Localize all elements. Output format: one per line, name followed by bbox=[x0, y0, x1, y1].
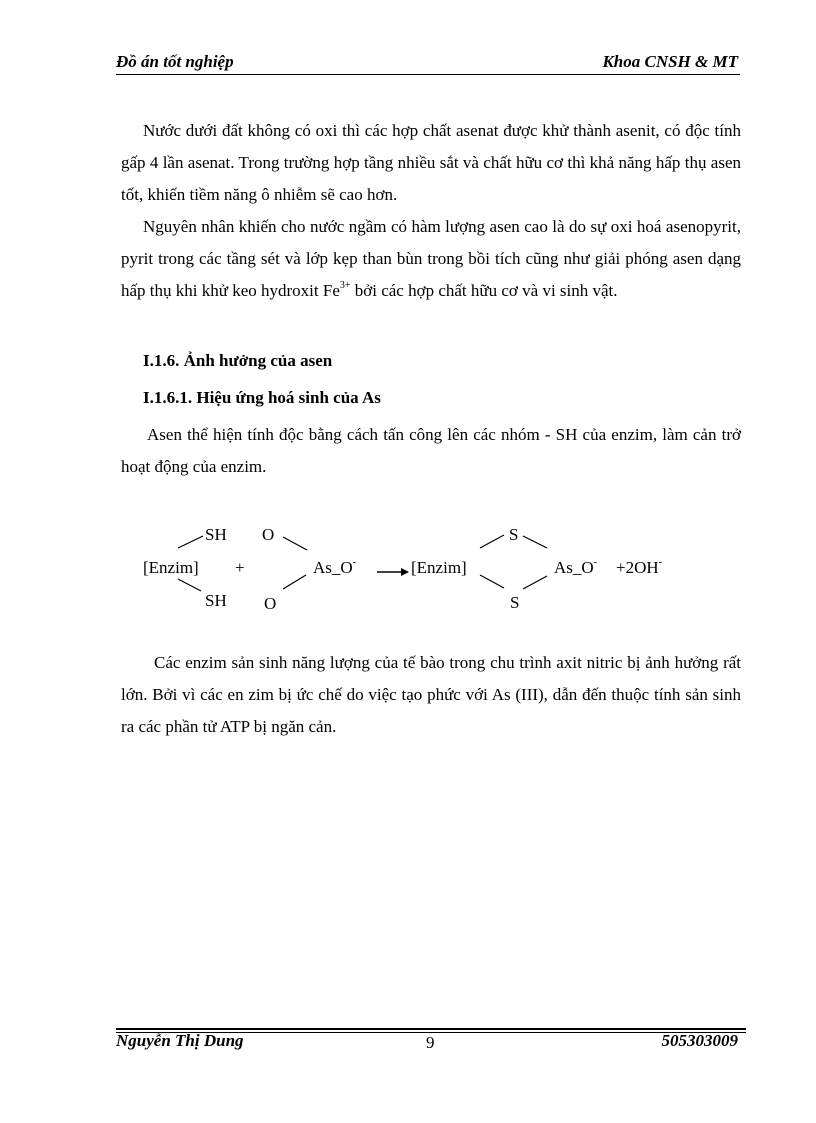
s-bottom-label: S bbox=[510, 593, 520, 612]
plus-sign: + bbox=[235, 558, 245, 577]
paragraph-asen-toxicity: Asen thể hiện tính độc bằng cách tấn công lên các nhóm - SH của enzim, làm cản trở hoạt động của enzim. bbox=[121, 425, 741, 476]
bond-line bbox=[178, 536, 203, 548]
s-top-label: S bbox=[509, 525, 519, 544]
superscript: - bbox=[593, 557, 598, 569]
superscript: - bbox=[352, 557, 357, 569]
subsection-heading: I.1.6.1. Hiệu ứng hoá sinh của As bbox=[143, 388, 381, 407]
paragraph-text: bởi các hợp chất hữu cơ và vi sinh vật. bbox=[350, 281, 618, 300]
aso-right-label bbox=[554, 558, 597, 578]
hydroxide-label bbox=[616, 558, 662, 578]
bond-line bbox=[283, 537, 307, 550]
bond-line bbox=[178, 579, 201, 591]
sh-top-label: SH bbox=[205, 525, 227, 544]
oh-text: +2OH bbox=[616, 558, 659, 577]
paragraph-energy-enzymes: Các enzim sản sinh năng lượng của tế bào trong chu trình axit nitric bị ảnh hưởng rất lớn. Bởi vì các en zim bị ức chế do việc tạo phức với As (III), dẫn đến thuộc tính sản sinh ra các phần tử ATP bị ngăn cản. bbox=[121, 653, 741, 736]
bond-line bbox=[480, 535, 504, 548]
footer-rule bbox=[116, 1028, 746, 1030]
enzim-left-label: [Enzim] bbox=[143, 558, 199, 577]
page-header bbox=[116, 52, 738, 74]
superscript: - bbox=[658, 557, 662, 569]
o-bottom-label: O bbox=[264, 594, 277, 613]
section-heading: I.1.6. Ảnh hưởng của asen bbox=[143, 351, 333, 370]
reaction-arrow bbox=[377, 568, 409, 576]
superscript: 3+ bbox=[339, 280, 351, 292]
bond-line bbox=[523, 576, 547, 589]
header-faculty: Khoa CNSH & MT bbox=[602, 52, 738, 71]
paragraph-arsenic-cause bbox=[121, 211, 741, 307]
footer-student-id: 505303009 bbox=[661, 1031, 738, 1050]
o-top-label: O bbox=[262, 525, 275, 544]
paragraph-groundwater-oxygen: Nước dưới đất không có oxi thì các hợp chất asenat được khử thành asenit, có độc tính gấp 4 lần asenat. Trong trường hợp tầng nhiều sắt và chất hữu cơ thì khả năng hấp thụ asen tốt, khiến tiềm năng ô nhiễm sẽ cao hơn. bbox=[121, 121, 741, 204]
footer-author: Nguyễn Thị Dung bbox=[116, 1031, 244, 1050]
bond-line bbox=[480, 575, 504, 588]
header-rule bbox=[116, 74, 740, 75]
bond-line bbox=[523, 536, 547, 548]
paragraph-text: Nguyên nhân khiến cho nước ngầm có hàm lượng asen cao là do sự oxi hoá asenopyrit, pyrit trong các tầng sét và lớp kẹp than bùn trong bồi tích cũng như giải phóng asen dạng hấp thụ khi khử keo hydroxit Fe bbox=[121, 217, 741, 300]
aso-text: As_O bbox=[313, 558, 353, 577]
aso-left-label bbox=[313, 558, 356, 578]
bond-line bbox=[283, 575, 306, 589]
header-document-type: Đồ án tốt nghiệp bbox=[116, 52, 234, 71]
page-number: 9 bbox=[426, 1033, 435, 1052]
enzim-right-label: [Enzim] bbox=[411, 558, 467, 577]
aso-text: As_O bbox=[554, 558, 594, 577]
sh-bottom-label: SH bbox=[205, 591, 227, 610]
